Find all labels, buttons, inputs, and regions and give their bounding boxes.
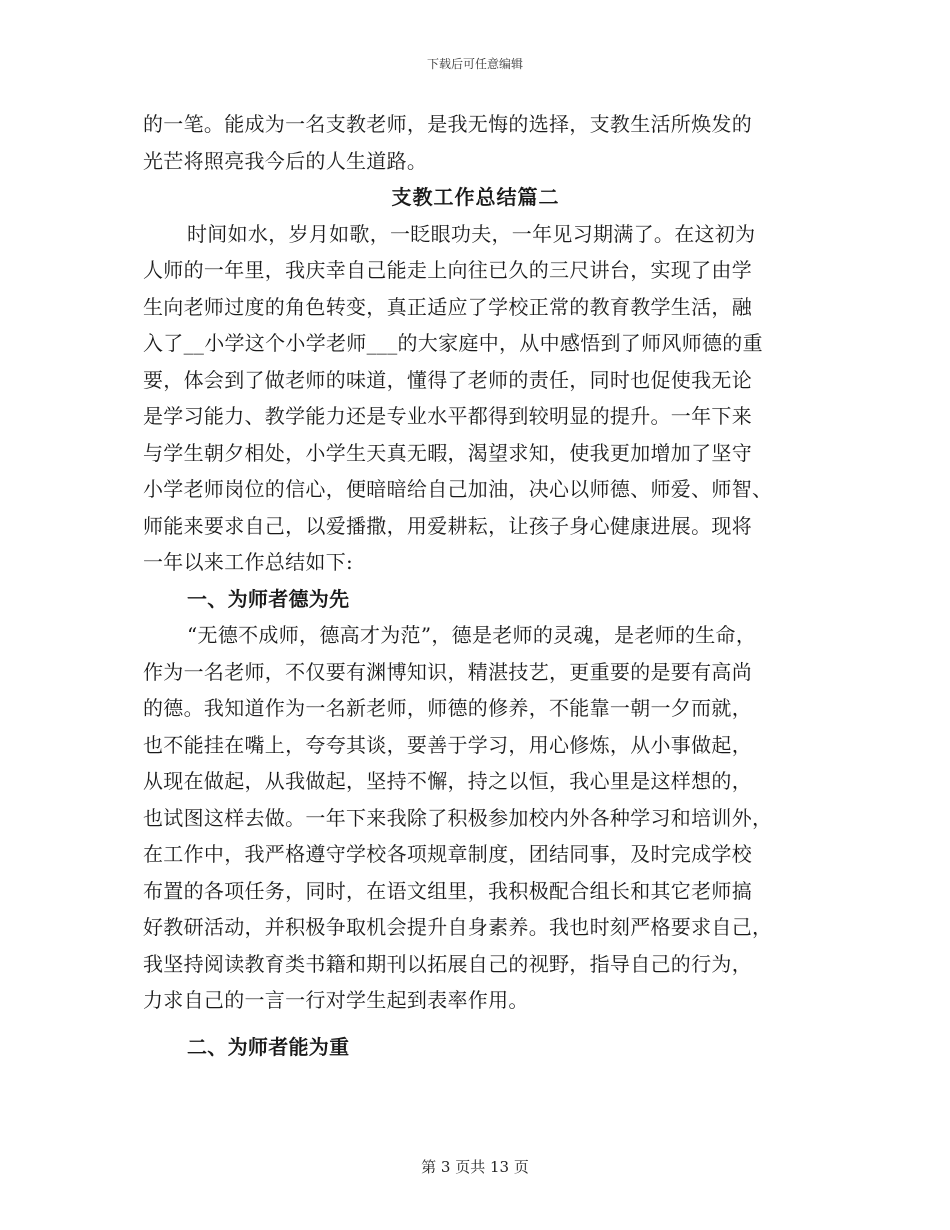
text-line: 入了__小学这个小学老师___的大家庭中，从中感悟到了师风师德的重 xyxy=(143,331,763,355)
text-line: 要，体会到了做老师的味道，懂得了老师的责任，同时也促使我无论 xyxy=(143,367,752,392)
paragraph-start: 时间如水，岁月如歌，一眨眼功夫，一年见习期满了。在这初为 xyxy=(187,221,756,246)
text-line: 一年以来工作总结如下: xyxy=(143,550,354,574)
text-line: 是学习能力、教学能力还是专业水平都得到较明显的提升。一年下来 xyxy=(143,404,752,428)
document-body xyxy=(143,106,808,1065)
text-line: 我坚持阅读教育类书籍和期刊以拓展自己的视野，指导自己的行为， xyxy=(143,951,752,976)
text-line: 在工作中，我严格遵守学校各项规章制度，团结同事，及时完成学校 xyxy=(143,842,752,866)
text-line: 布置的各项任务，同时，在语文组里，我积极配合组长和其它老师搞 xyxy=(143,878,752,903)
paragraph-start: “无德不成师，德高才为范”，德是老师的灵魂，是老师的生命， xyxy=(187,623,757,647)
text-line: 人师的一年里，我庆幸自己能走上向往已久的三尺讲台，实现了由学 xyxy=(143,258,752,282)
text-line: 作为一名老师，不仅要有渊博知识，精湛技艺，更重要的是要有高尚 xyxy=(143,659,752,684)
subheading: 二、为师者能为重 xyxy=(187,1034,350,1059)
text-line: 力求自己的一言一行对学生起到表率作用。 xyxy=(143,988,529,1012)
subheading: 一、为师者德为先 xyxy=(187,586,350,611)
text-line: 的一笔。能成为一名支教老师，是我无悔的选择，支教生活所焕发的 xyxy=(143,112,752,136)
text-line: 光芒将照亮我今后的人生道路。 xyxy=(143,148,428,173)
section-title: 支教工作总结篇二 xyxy=(391,185,560,209)
text-line: 也试图这样去做。一年下来我除了积极参加校内外各种学习和培训外， xyxy=(143,805,773,830)
page-header: 下载后可任意编辑 xyxy=(426,57,523,71)
page-footer: 第 3 页共 13 页 xyxy=(421,1158,529,1176)
text-line: 的德。我知道作为一名新老师，师德的修养，不能靠一朝一夕而就， xyxy=(143,696,752,720)
text-line: 好教研活动，并积极争取机会提升自身素养。我也时刻严格要求自己， xyxy=(143,915,773,939)
text-line: 生向老师过度的角色转变，真正适应了学校正常的教育教学生活，融 xyxy=(143,294,752,319)
text-line: 小学老师岗位的信心，便暗暗给自己加油，决心以师德、师爱、师智、 xyxy=(143,477,773,501)
text-line: 与学生朝夕相处，小学生天真无暇，渴望求知，使我更加增加了坚守 xyxy=(143,440,752,465)
text-line: 师能来要求自己，以爱播撒，用爱耕耘，让孩子身心健康进展。现将 xyxy=(143,513,752,538)
text-line: 从现在做起，从我做起，坚持不懈，持之以恒，我心里是这样想的， xyxy=(143,769,752,793)
spacer xyxy=(143,1019,808,1029)
text-line: 也不能挂在嘴上，夸夸其谈，要善于学习，用心修炼，从小事做起， xyxy=(143,732,752,757)
